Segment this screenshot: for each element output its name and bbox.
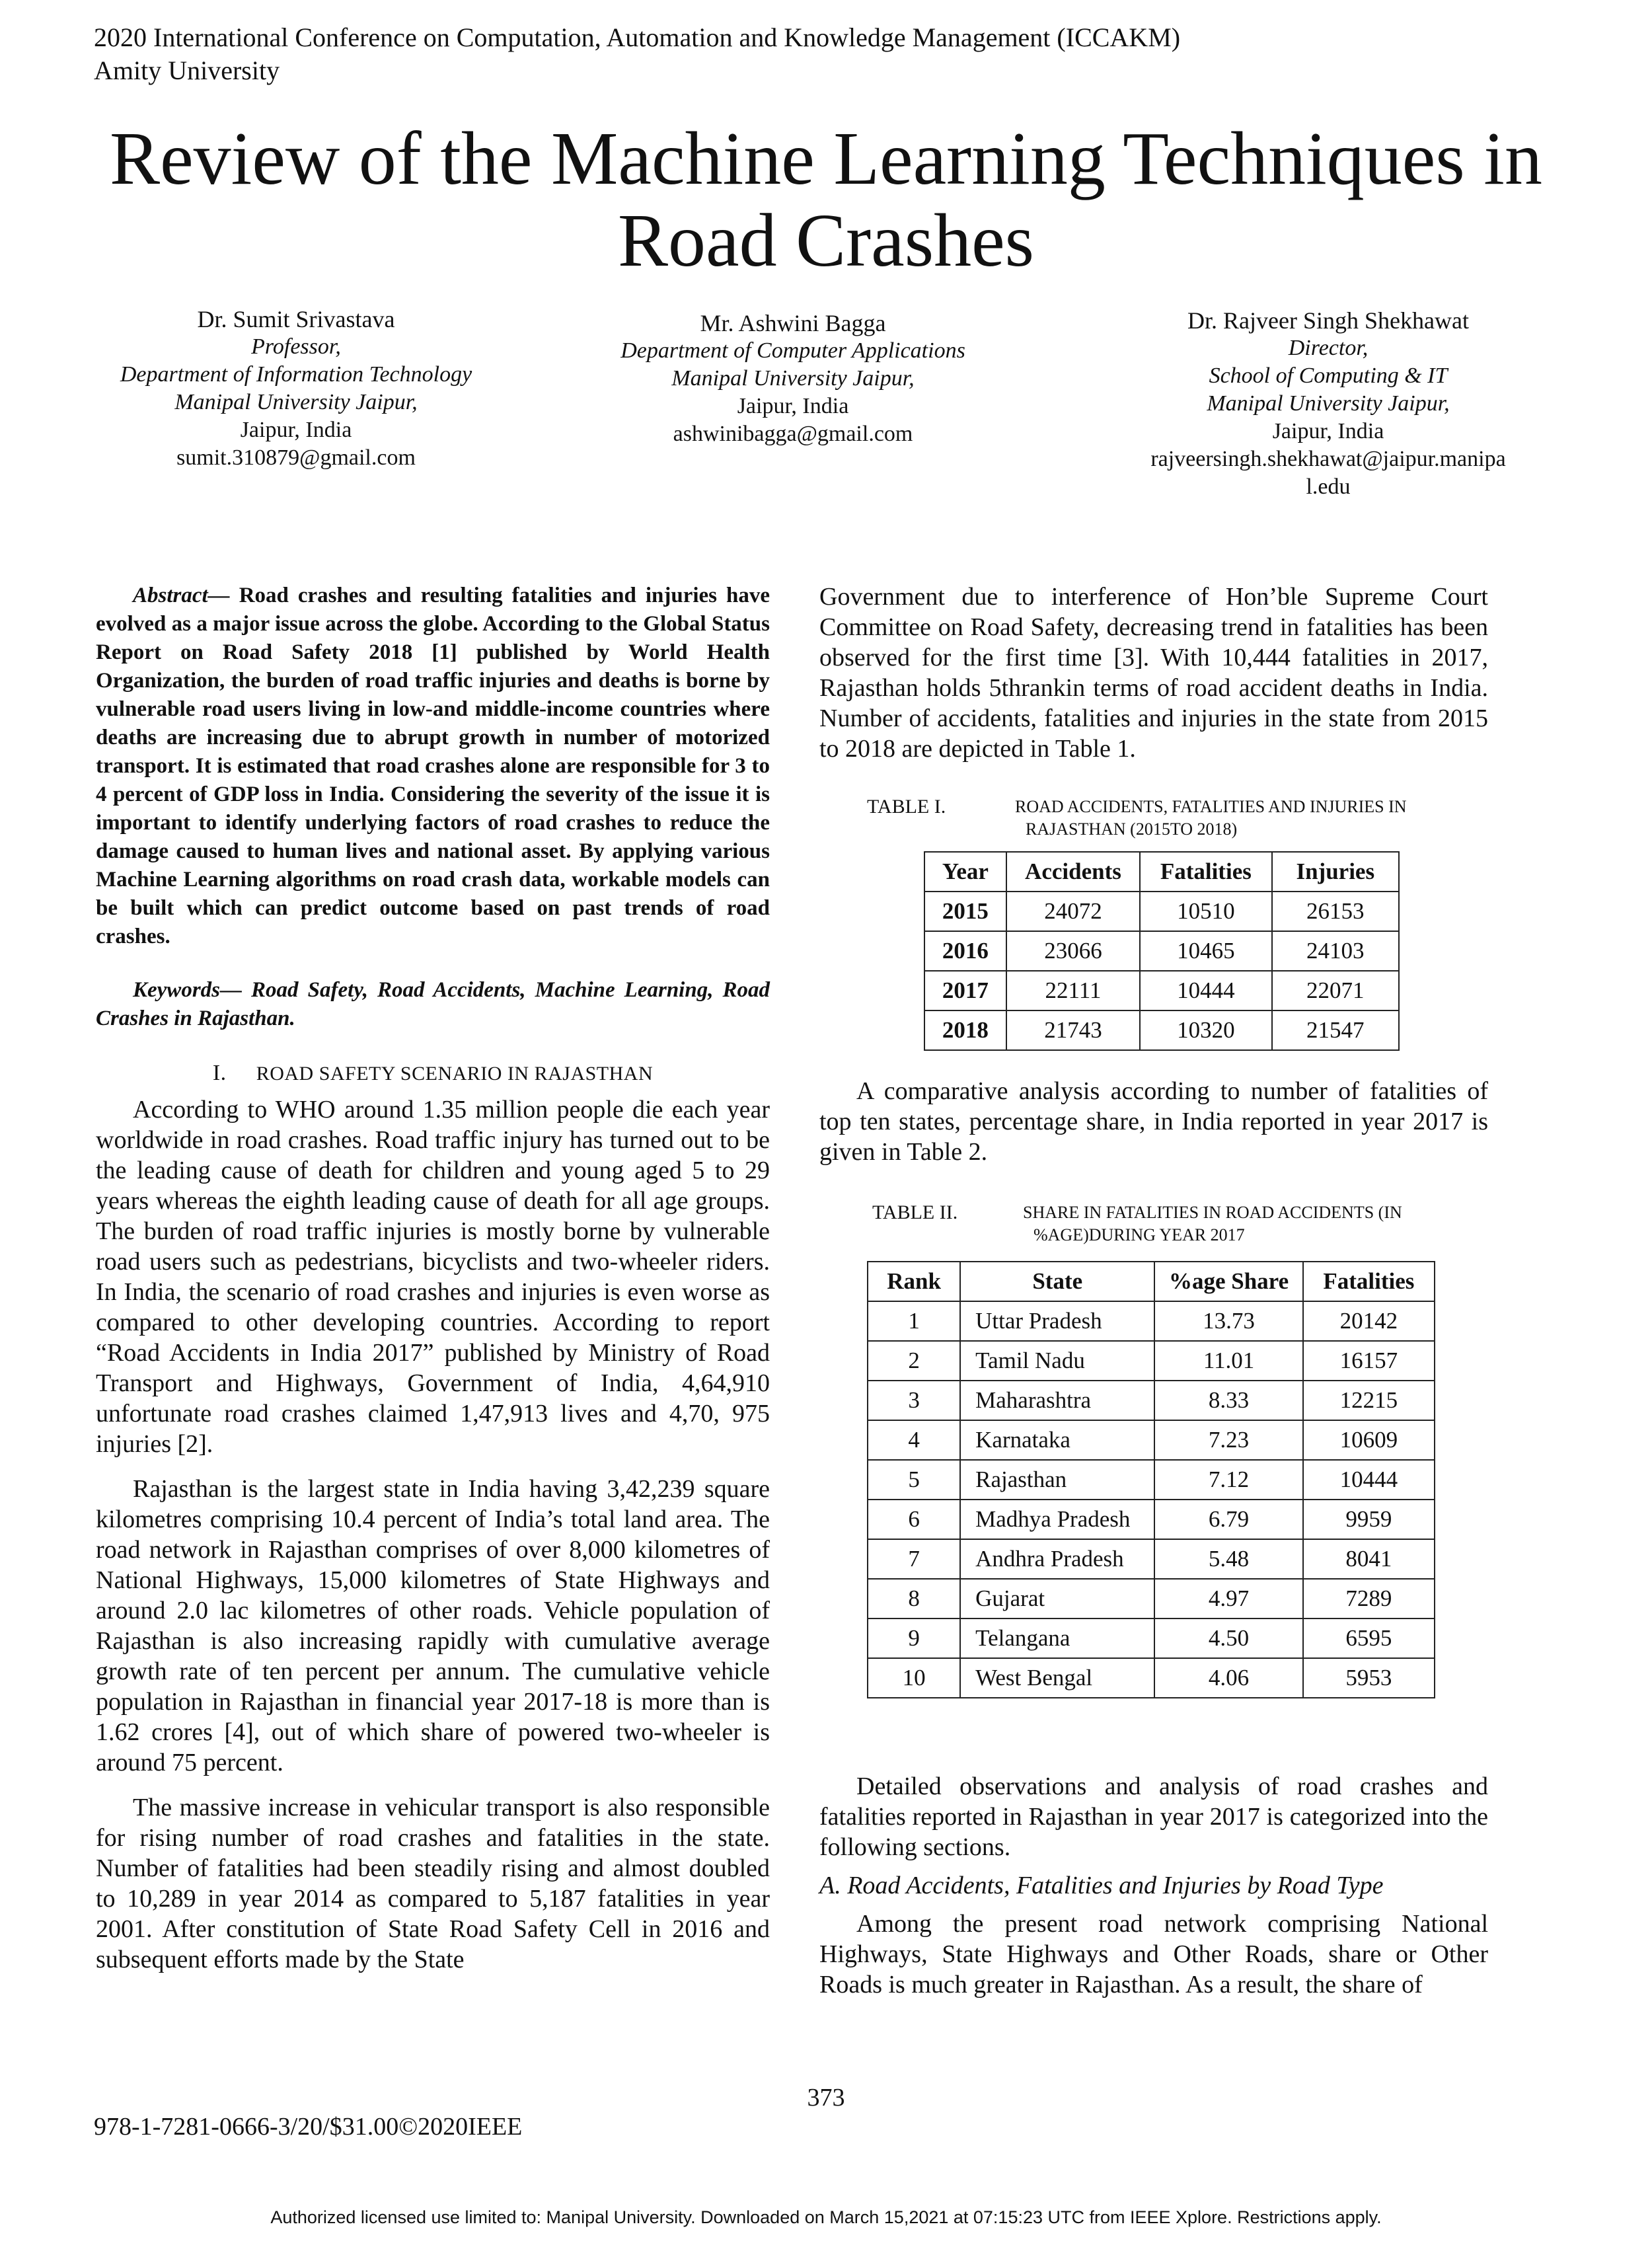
author-name: Dr. Rajveer Singh Shekhawat	[1187, 307, 1469, 334]
table-cell: 9959	[1303, 1500, 1435, 1539]
author-department: School of Computing & IT	[1209, 363, 1448, 388]
section-heading	[96, 1058, 770, 1089]
author-block-2	[555, 309, 1031, 448]
table2-caption	[872, 1201, 1467, 1254]
table-cell: 8.33	[1154, 1381, 1302, 1420]
table-row	[868, 1539, 1435, 1579]
paragraph-vehicular: The massive increase in vehicular transport is also responsible for rising number of road crashes and fatalities in the state. Number of fatalities had been steadily rising and almost doubled to 10,289 in year 2014 as compared to 5,187 fatalities in year 2001. After constitution of State Road Safety Cell in 2016 and subsequent efforts made by the State	[96, 1794, 770, 1973]
table-cell: 10444	[1140, 971, 1271, 1010]
table-cell: 4	[868, 1420, 960, 1460]
license-notice: Authorized licensed use limited to: Manipal University. Downloaded on March 15,2021 at 07:15:23 UTC from IEEE Xplore. Restrictions apply.	[270, 2207, 1382, 2227]
author-email: sumit.310879@gmail.com	[176, 445, 416, 470]
table-cell: 1	[868, 1301, 960, 1341]
table-cell: Uttar Pradesh	[960, 1301, 1154, 1341]
table-cell: 21743	[1006, 1010, 1140, 1050]
table-cell: 3	[868, 1381, 960, 1420]
table-cell: 6595	[1303, 1619, 1435, 1658]
keywords: Keywords— Road Safety, Road Accidents, Machine Learning, Road Crashes in Rajasthan.	[96, 978, 770, 1030]
table-row	[868, 1301, 1435, 1341]
paragraph-continued: Government due to interference of Hon’ble Supreme Court Committee on Road Safety, decreasing trend in fatalities has been observed for the first time [3]. With 10,444 fatalities in 2017, Rajasthan holds 5thrankin terms of road accident deaths in India. Number of accidents, fatalities and injuries in the state from 2015 to 2018 are depicted in Table 1.	[819, 583, 1488, 763]
table-row	[868, 1341, 1435, 1381]
author-location: Jaipur, India	[737, 394, 849, 418]
table-cell: 2015	[924, 892, 1006, 931]
table-cell: Gujarat	[960, 1579, 1154, 1619]
table-cell: 26153	[1272, 892, 1399, 931]
table1-caption	[867, 796, 1462, 849]
table2-label: TABLE II.	[872, 1201, 958, 1223]
table-cell: 4.97	[1154, 1579, 1302, 1619]
subsection-heading: A. Road Accidents, Fatalities and Injuries by Road Type	[819, 1872, 1384, 1899]
table-cell: 10444	[1303, 1460, 1435, 1500]
table-cell: 10465	[1140, 931, 1271, 971]
author-location: Jaipur, India	[1272, 419, 1384, 443]
abstract-lead: Abstract—	[133, 584, 230, 607]
table-row	[924, 931, 1399, 971]
author-block-1	[58, 305, 534, 472]
table-cell: Tamil Nadu	[960, 1341, 1154, 1381]
table-row	[924, 971, 1399, 1010]
table-cell: 12215	[1303, 1381, 1435, 1420]
table-row	[868, 1658, 1435, 1698]
author-title: Director,	[1288, 336, 1369, 360]
author-university: Manipal University Jaipur,	[671, 366, 915, 391]
table1-label: TABLE I.	[867, 796, 946, 818]
author-department: Department of Computer Applications	[620, 338, 965, 363]
table-row	[924, 892, 1399, 931]
paragraph-table2-intro: A comparative analysis according to number of fatalities of top ten states, percentage share, in India reported in year 2017 is given in Table 2.	[819, 1077, 1488, 1166]
table-cell: 4.50	[1154, 1619, 1302, 1658]
author-email: rajveersingh.shekhawat@jaipur.manipa	[1150, 447, 1506, 471]
table-cell: 22111	[1006, 971, 1140, 1010]
table-cell: Maharashtra	[960, 1381, 1154, 1420]
table-cell: 2	[868, 1341, 960, 1381]
table-cell: 22071	[1272, 971, 1399, 1010]
table-header-cell: Fatalities	[1140, 852, 1271, 892]
table-header-row	[868, 1262, 1435, 1301]
table-header-cell: Year	[924, 852, 1006, 892]
table-cell: 2018	[924, 1010, 1006, 1050]
author-email: ashwinibagga@gmail.com	[673, 422, 913, 446]
table-cell: 21547	[1272, 1010, 1399, 1050]
table-cell: 16157	[1303, 1341, 1435, 1381]
table-cell: 5.48	[1154, 1539, 1302, 1579]
table2	[867, 1261, 1435, 1698]
section-number: I.	[212, 1061, 227, 1085]
table-cell: 10320	[1140, 1010, 1271, 1050]
table2-caption-line1: SHARE IN FATALITIES IN ROAD ACCIDENTS (IN	[1023, 1203, 1402, 1222]
table-cell: 24103	[1272, 931, 1399, 971]
table-cell: 6	[868, 1500, 960, 1539]
conference-name: 2020 International Conference on Computation, Automation and Knowledge Management (ICCAKM)	[94, 22, 1181, 52]
paragraph-rajasthan: Rajasthan is the largest state in India having 3,42,239 square kilometres comprising 10.4 percent of India’s total land area. The road network in Rajasthan comprises of over 8,000 kilometres of National Highways, 15,000 kilometres of State Highways and around 2.0 lac kilometres of other roads. Vehicle population of Rajasthan is also increasing rapidly with cumulative average growth rate of ten percent per annum. The cumulative vehicle population in Rajasthan in financial year 2017-18 is more than is 1.62 crores [4], out of which share of powered two-wheeler is around 75 percent.	[96, 1475, 770, 1776]
table-row	[868, 1381, 1435, 1420]
author-title: Professor,	[251, 334, 341, 359]
table-cell: 2016	[924, 931, 1006, 971]
left-column	[96, 582, 770, 1975]
author-name: Dr. Sumit Srivastava	[197, 306, 395, 332]
table-cell: Rajasthan	[960, 1460, 1154, 1500]
table2-caption-line2: %AGE)DURING YEAR 2017	[1033, 1225, 1245, 1244]
table-cell: 4.06	[1154, 1658, 1302, 1698]
table-cell: 8041	[1303, 1539, 1435, 1579]
table-cell: Andhra Pradesh	[960, 1539, 1154, 1579]
table-cell: 7289	[1303, 1579, 1435, 1619]
table-cell: 2017	[924, 971, 1006, 1010]
title-line-2: Road Crashes	[617, 198, 1035, 282]
table-cell: 10609	[1303, 1420, 1435, 1460]
author-university: Manipal University Jaipur,	[174, 390, 418, 414]
section-title: ROAD SAFETY SCENARIO IN RAJASTHAN	[256, 1063, 654, 1085]
conference-header	[94, 21, 1180, 87]
table-cell: 20142	[1303, 1301, 1435, 1341]
title-line-1: Review of the Machine Learning Techniques in	[110, 116, 1542, 200]
abstract-text: Road crashes and resulting fatalities and injuries have evolved as a major issue across the globe. According to the Global Status Report on Road Safety 2018 [1] published by World Health Organization, the burden of road traffic injuries and deaths is borne by vulnerable road users living in low-and middle-income countries where deaths are increasing due to abrupt growth in number of motorized transport. It is estimated that road crashes alone are responsible for 3 to 4 percent of GDP loss in India. Considering the severity of the issue it is important to identify underlying factors of road crashes to reduce the damage caused to human lives and national asset. By applying various Machine Learning algorithms on road crash data, workable models can be built which can predict outcome based on past trends of road crashes.	[96, 584, 770, 948]
table-header-cell: Fatalities	[1303, 1262, 1435, 1301]
table-cell: 8	[868, 1579, 960, 1619]
university-name: Amity University	[94, 56, 280, 85]
table-row	[868, 1460, 1435, 1500]
table-cell: 9	[868, 1619, 960, 1658]
table-cell: 6.79	[1154, 1500, 1302, 1539]
paper-title	[0, 118, 1652, 282]
table-cell: 10510	[1140, 892, 1271, 931]
table-cell: 5953	[1303, 1658, 1435, 1698]
author-name: Mr. Ashwini Bagga	[700, 310, 886, 336]
author-block-3	[1084, 307, 1573, 501]
table-cell: 23066	[1006, 931, 1140, 971]
table-row	[868, 1500, 1435, 1539]
table1	[924, 851, 1400, 1051]
table-cell: 5	[868, 1460, 960, 1500]
table-cell: West Bengal	[960, 1658, 1154, 1698]
author-email-continued: l.edu	[1306, 475, 1351, 499]
right-column-bottom	[819, 1771, 1488, 2000]
right-column-mid	[819, 1076, 1488, 1167]
table-cell: 7.12	[1154, 1460, 1302, 1500]
table-row	[868, 1579, 1435, 1619]
table-cell: 24072	[1006, 892, 1140, 931]
author-department: Department of Information Technology	[120, 362, 472, 387]
paragraph-detailed: Detailed observations and analysis of road crashes and fatalities reported in Rajasthan in year 2017 is categorized into the following sections.	[819, 1772, 1488, 1861]
paragraph-who: According to WHO around 1.35 million people die each year worldwide in road crashes. Road traffic injury has turned out to be the leading cause of death for children and young aged 5 to 29 years whereas the eighth leading cause of death for all age groups. The burden of road traffic injuries is mostly borne by vulnerable road users such as pedestrians, bicyclists and two-wheeler riders. In India, the scenario of road crashes and injuries is even worse as compared to other developing countries. According to report “Road Accidents in India 2017” published by Ministry of Road Transport and Highways, Government of India, 4,64,910 unfortunate road crashes claimed 1,47,913 lives and 4,70, 975 injuries [2].	[96, 1096, 770, 1458]
table1-caption-line1: ROAD ACCIDENTS, FATALITIES AND INJURIES IN	[1015, 797, 1407, 816]
table-cell: Telangana	[960, 1619, 1154, 1658]
table-cell: 7.23	[1154, 1420, 1302, 1460]
table-cell: 13.73	[1154, 1301, 1302, 1341]
isbn-copyright: 978-1-7281-0666-3/20/$31.00©2020IEEE	[94, 2113, 523, 2141]
table-cell: 7	[868, 1539, 960, 1579]
paragraph-road-network: Among the present road network comprising National Highways, State Highways and Other Roads, share or Other Roads is much greater in Rajasthan. As a result, the share of	[819, 1910, 1488, 1999]
table-cell: Karnataka	[960, 1420, 1154, 1460]
table-header-cell: Injuries	[1272, 852, 1399, 892]
table-cell: Madhya Pradesh	[960, 1500, 1154, 1539]
right-column-top	[819, 582, 1488, 764]
table-header-cell: Accidents	[1006, 852, 1140, 892]
table-cell: 11.01	[1154, 1341, 1302, 1381]
table-header-row	[924, 852, 1399, 892]
abstract	[96, 582, 770, 951]
table-row	[924, 1010, 1399, 1050]
table-cell: 10	[868, 1658, 960, 1698]
page-number: 373	[807, 2084, 845, 2112]
table-header-cell: %age Share	[1154, 1262, 1302, 1301]
author-location: Jaipur, India	[240, 418, 352, 442]
table1-caption-line2: RAJASTHAN (2015TO 2018)	[1026, 819, 1238, 839]
table-header-cell: State	[960, 1262, 1154, 1301]
table-row	[868, 1619, 1435, 1658]
table-header-cell: Rank	[868, 1262, 960, 1301]
author-university: Manipal University Jaipur,	[1207, 391, 1450, 416]
table-row	[868, 1420, 1435, 1460]
